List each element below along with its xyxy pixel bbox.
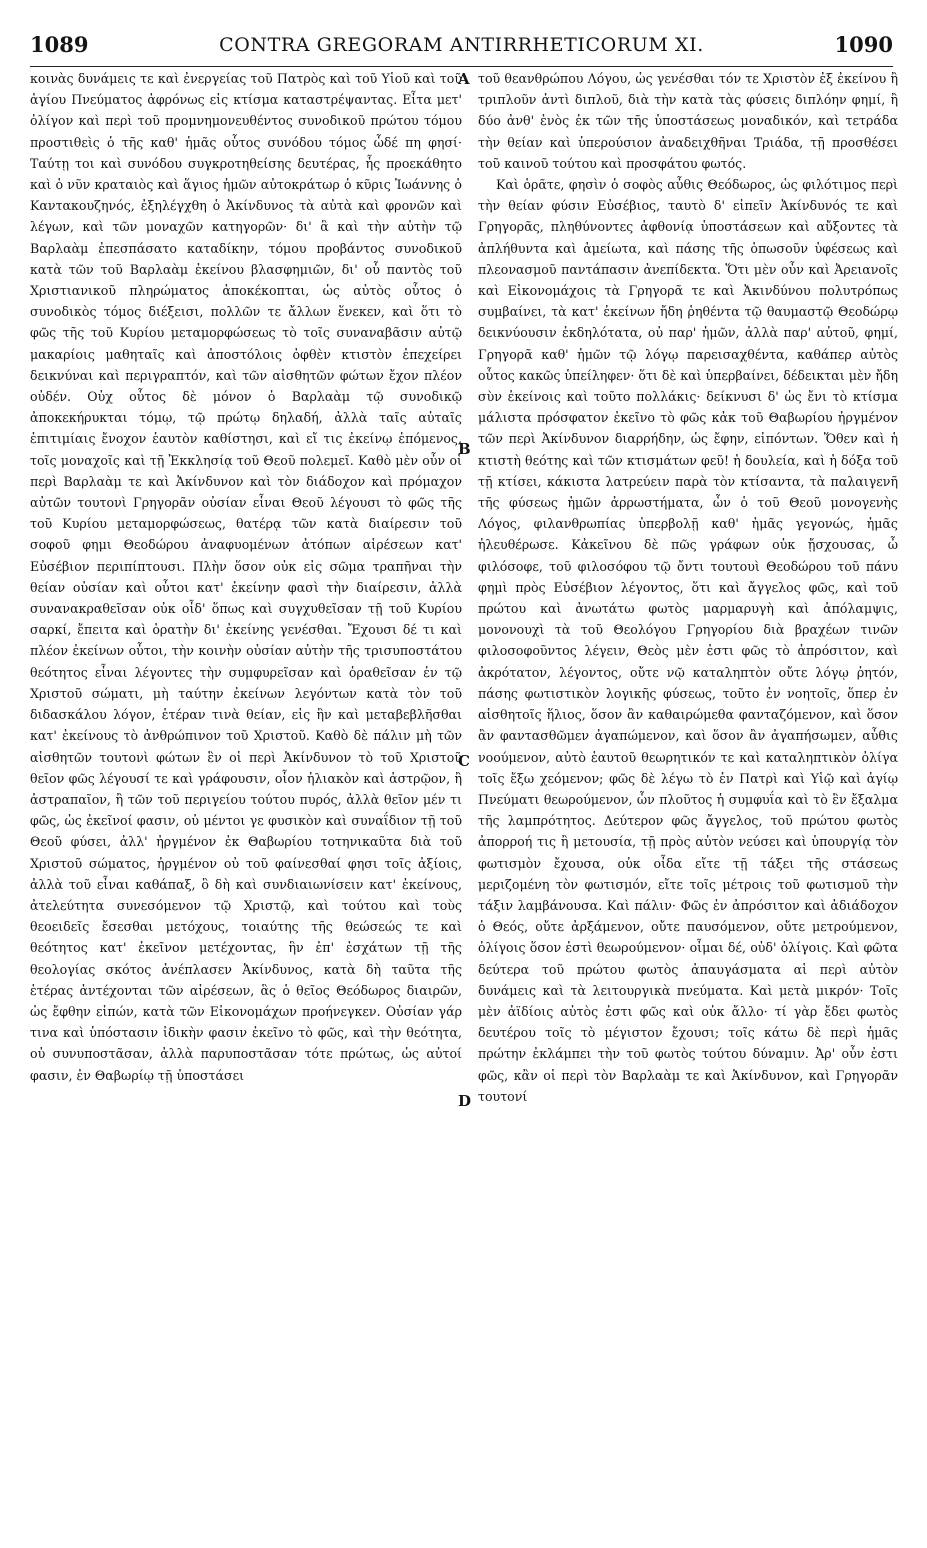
section-marker-a: A: [458, 70, 470, 88]
paragraph: κοινὰς δυνάμεις τε καὶ ἐνεργείας τοῦ Πατρὸς καὶ τοῦ Υἱοῦ καὶ τοῦ ἁγίου Πνεύματος ἀφρόνως εἰς κτίσμα καταστρέψαντας. Εἶτα μετ' ὀλίγον καὶ περὶ τοῦ προμνημονευθέντος συνοδικοῦ πρώτου τόμου προστιθεὶς ὁ τῆς καθ' ἡμᾶς οὗτος συνόδου τόμος ὧδέ πη φησί· Ταύτῃ τοι καὶ συνόδου συγκροτηθείσης δευτέρας, ἧς προεκάθητο καὶ ὁ νῦν κραταιὸς καὶ ἅγιος ἡμῶν αὐτοκράτωρ ὁ κῦρις Ἰωάννης ὁ Καντακουζηνός, ἐξηλέγχθη ὁ Ἀκίνδυνος τὰ αὐτὰ καὶ φρονῶν καὶ λέγων, καὶ τῶν μοναχῶν κατηγορῶν· δι' ἃ καὶ τὴν αὐτὴν τῷ Βαρλαὰμ ἐπεσπάσατο καταδίκην, τόμου προβάντος συνοδικοῦ κατὰ τῶν τοῦ Βαρλαὰμ ἐκείνου βλασφημιῶν, δι' οὗ παντὸς τοῦ Χριστιανικοῦ πληρώματος ἀποκέκοπται, ὡς αὐτὸς οὗτος ὁ συνοδικὸς τόμος διέξεισι, πολλῶν τε ἄλλων ἕνεκεν, καὶ ὅτι τὸ φῶς τῆς τοῦ Κυρίου μεταμορφώσεως τὸ τοῖς συναναβᾶσιν αὐτῷ μακαρίοις μαθηταῖς καὶ ἀποστόλοις ὀφθὲν κτιστὸν ἐπεχείρει δεικνύναι καὶ περιγραπτόν, καὶ τῶν αἰσθητῶν φώτων ἔχον πλέον οὐδέν. Οὐχ οὗτος δὲ μόνον ὁ Βαρλαὰμ τῷ συνοδικῷ ἀποκεκήρυκται τόμῳ, τῷ πρώτῳ δηλαδή, ἀλλὰ ταῖς αὐταῖς ἐπιτιμίαις ἔνοχον ἑαυτὸν καθίστησι, καὶ εἴ τις ἐκείνῳ ἑπόμενος, τοῖς μοναχοῖς καὶ τῇ Ἐκκλησίᾳ τοῦ Θεοῦ πολεμεῖ. Καθὸ μὲν οὖν οἱ περὶ Βαρλαὰμ τε καὶ Ἀκίνδυνον καὶ τὸν διάδοχον καὶ πρόμαχον αὐτῶν τουτονὶ Γρηγορᾶν οὐσίαν εἶναι Θεοῦ λέγουσι τὸ φῶς τῆς τοῦ Κυρίου μεταμορφώσεως, θατέρᾳ τῶν κατὰ διαίρεσιν τοῦ σοφοῦ φημι Θεοδώρου ἀναφυομένων ἀτόπων αἱρέσεων κατ' Εὐσέβιον περιπίπτουσι. Πλὴν ὅσον οὐκ εἰς σῶμα τραπῆναι τὴν θείαν οὐσίαν καὶ οὗτοι κατ' ἐκείνην φασὶ τὴν διαίρεσιν, ἀλλὰ συνανακραθεῖσαν οὐκ οἶδ' ὅπως καὶ συγχυθεῖσαν τῇ τοῦ Κυρίου σαρκί, ἔπειτα καὶ ὁρατὴν δι' ἐκείνης γενέσθαι. Ἔχουσι δέ τι καὶ πλέον ἐκείνων οὗτοι, τὴν κοινὴν οὐσίαν αὐτὴν τῆς τρισυποστάτου θεότητος εἶναι λέγοντες τὴν συμφυρεῖσαν καὶ ὁραθεῖσαν ἐν τῷ Χριστοῦ σώματι, μὴ ταύτην ἐκείνων λεγόντων κατὰ τὸν τοῦ διδασκάλου λόγον, ἑτέραν τινὰ θείαν, εἰς ἣν καὶ μεταβεβλῆσθαι κατ' ἐκείνους τὸ ἀνθρώπινον τοῦ Χριστοῦ. Καθὸ δὲ πάλιν μὴ τῶν αἰσθητῶν τουτονὶ φώτων ἓν οἱ περὶ Ἀκίνδυνον τὸ τοῦ Χριστοῦ θεῖον φῶς λέγουσί τε καὶ γράφουσιν, οἷον ἡλιακὸν καὶ ἀστρῷον, ἢ ἀστραπαῖον, ἢ τῶν τοῦ περιγείου τούτου πυρός, ἀλλὰ θεῖον μέν τι φῶς, ὡς ἐκεῖνοί φασιν, οὐ μέντοι γε φυσικὸν καὶ συναΐδιον τῇ τοῦ Θεοῦ φύσει, ἀλλ' ἠργμένον ἐκ Θαβωρίου τοτηνικαῦτα διὰ τοῦ Χριστοῦ σώματος, ἠργμένον οὐ τοῦ φαίνεσθαί φησι τοῖς ἀξίοις, ἀλλὰ τοῦ εἶναι καθάπαξ, ὃ δὴ καὶ συνδιαιωνίσειν κατ' ἐκείνους, ἀτελεύτητα συνεσόμενον τῷ Χριστῷ, καὶ τούτου καὶ τοὺς θεοειδεῖς ἔσεσθαι μετόχους, τοιαύτης τῆς θεώσεώς τε καὶ θεότητος κατ' ἐκεῖνον μετέχοντας, ἣν ἐπ' ἐσχάτων τῇ τῆς θεολογίας σκότος ἀνέπλασεν Ἀκίνδυνος, κατὰ δὴ ταῦτα τῆς ἑτέρας ἀντέχονται τῶν αἱρέσεων, ἃς ὁ θεῖος Θεόδωρος διαιρῶν, ὡς ἔφθην εἰπών, κατὰ τῶν Εἰκονομάχων προήνεγκεν. Οὐσίαν γάρ τινα καὶ ὑπόστασιν ἰδικὴν φασιν ἐκεῖνο τὸ φῶς, καὶ τὴν θεότητα, οὐ συνυποστᾶσαν, ἀλλὰ παρυποστᾶσαν τότε πρώτως, ὡς αὐτοί φασιν, ἐν Θαβωρίῳ τῇ ὑποστάσει: [30, 71, 462, 1083]
left-column: [30, 68, 462, 1528]
section-marker-d: D: [458, 1092, 472, 1110]
page-number-right: 1090: [834, 32, 893, 57]
running-head: [30, 32, 893, 67]
section-marker-b: B: [458, 440, 471, 458]
page-number-left: 1089: [30, 32, 89, 57]
running-title: CONTRA GREGORAM ANTIRRHETICORUM XI.: [219, 34, 704, 56]
paragraph: Καὶ ὁρᾶτε, φησὶν ὁ σοφὸς αὖθις Θεόδωρος, ὡς φιλότιμος περὶ τὴν θείαν φύσιν Εὐσέβιος, ταυτὸ δ' εἰπεῖν Ἀκίνδυνός τε καὶ Γρηγορᾶς, πληθύνοντες ἀφθονίᾳ ὑποστάσεων καὶ αὔξοντες τὰ ἀπλήθυντα καὶ ἀμείωτα, καὶ πάσης τῆς ὁπωσοῦν ὑφέσεως καὶ πλεονασμοῦ παντάπασιν ἀνεπίδεκτα. Ὅτι μὲν οὖν καὶ Ἀρειανοῖς καὶ Εἰκονομάχοις τὰ Γρηγορᾶ τε καὶ Ἀκινδύνου πολυτρόπως συμβαίνει, τὰ κατ' ἐκείνων ἤδη ῥηθέντα τῷ θαυμαστῷ Θεοδώρῳ δεικνύουσιν ἐκδηλότατα, οὐ παρ' ἡμῶν, ἀλλὰ παρ' αὐτοῦ, φημί, Γρηγορᾶ καθ' ἡμῶν τῷ λόγῳ παρεισαχθέντα, καθάπερ αὐτὸς οὗτος κακῶς ὑπείληφεν· ὅτι δὲ καὶ ὑπερβαίνει, δέδεικται μὲν ἤδη σὺν ἐκείνοις καὶ τοῦτο πολλάκις· δείκνυσι δ' ὡς ἔνι τὸ κτίσμα μάλιστα πρόσφατον ἐκεῖνο τὸ φῶς κἀκ τοῦ Θαβωρίου ἠργμένον τῶν περὶ Ἀκίνδυνον διαρρήδην, ὡς ἔφην, εἰπόντων. Ὅθεν καὶ ἡ κτιστὴ θεότης καὶ τῶν κτισμάτων φεῦ! ἡ δουλεία, καὶ ἡ δόξα τοῦ τῇ κτίσει, κάκιστα λατρεύειν παρὰ τὸν κτίσαντα, τὰ παλαιγενῆ τῆς φύσεως ἡμῶν ἀρρωστήματα, ὧν ὁ τοῦ Θεοῦ μονογενὴς Λόγος, φιλανθρωπίας ὑπερβολῇ καθ' ἡμᾶς γεγονώς, ἡμᾶς ἠλευθέρωσε. Κἀκεῖνου δὲ πῶς γράφων οὐκ ᾔσχουσας, ὦ φιλόσοφε, τοῦ φιλοσόφου τῷ ὄντι τουτουὶ Θεοδώρου τοῦ πάνυ φημὶ πρὸς Εὐσέβιον λέγοντος, ὅτι καὶ ἄγγελος φῶς, καὶ τοῦ πρώτου καὶ ἀνωτάτω φωτὸς μαρμαρυγὴ καὶ ἀπόλαμψις, μονονουχὶ τὰ τοῦ Θεολόγου Γρηγορίου διὰ βραχέων τινῶν φιλοσοφοῦντος λέγειν, Θεὸς μὲν ἐστι φῶς τὸ ἀπρόσιτον, καὶ ἀκρότατον, λέγοντος, οὔτε νῷ καταληπτὸν οὔτε λόγῳ ῥητόν, πάσης φωτιστικὸν λογικῆς φύσεως, τοῦτο ἐν νοητοῖς, ὅπερ ἐν αἰσθητοῖς ἥλιος, ὅσον ἂν καθαιρώμεθα φανταζόμενον, καὶ ὅσον ἂν φαντασθῶμεν ἀγαπώμενον, καὶ ὅσον ἂν ἀγαπήσωμεν, αὖθις νοούμενον, αὐτὸ ἑαυτοῦ θεωρητικόν τε καὶ καταληπτικὸν ὀλίγα τοῖς ἔξω χεόμενον; φῶς δὲ λέγω τὸ ἐν Πατρὶ καὶ Υἱῷ καὶ ἁγίῳ Πνεύματι θεωρούμενον, ὧν πλοῦτος ἡ συμφυΐα καὶ τὸ ἓν ἔξαλμα τῆς λαμπρότητος. Δεύτερον φῶς ἄγγελος, τοῦ πρώτου φωτὸς ἀπορροή τις ἢ μετουσία, τῇ πρὸς αὐτὸν νεύσει καὶ ὑπουργίᾳ τὸν φωτισμὸν ἔχουσα, οὐκ οἶδα εἴτε τῇ τάξει τῆς στάσεως μεριζομένη τὸν φωτισμόν, εἴτε τοῖς μέτροις τοῦ φωτισμοῦ τὴν τάξιν λαμβάνουσα. Καὶ πάλιν· Φῶς ἐν ἀπρόσιτον καὶ ἀδιάδοχον ὁ Θεός, οὔτε ἀρξάμενον, οὔτε παυσόμενον, οὔτε μετρούμενον, ὀλίγοις ὅσον ἐστὶ θεωρούμενον· οἶμαι δέ, οὐδ' ὀλίγοις. Καὶ φῶτα δεύτερα τοῦ πρώτου φωτὸς ἀπαυγάσματα αἱ περὶ αὐτὸν δυνάμεις καὶ τὰ λειτουργικὰ πνεύματα. Καὶ μετὰ μικρόν· Τοῖς μὲν ἀϊδίοις αὐτὸς ἐστι φῶς καὶ οὐκ ἄλλο· τί γὰρ ἔδει φωτὸς δευτέρου τοῖς τὸ μέγιστον ἔχουσι; τοῖς κάτω δὲ περὶ ἡμᾶς πρώτην ἐκλάμπει τὴν τοῦ φωτὸς τούτου δύναμιν. Ἀρ' οὖν ἐστι φῶς, κἂν οἱ περὶ τὸν Βαρλαὰμ τε καὶ Ἀκίνδυνον, καὶ Γρηγορᾶν τουτονί: [478, 177, 898, 1104]
paragraph: τοῦ θεανθρώπου Λόγου, ὡς γενέσθαι τόν τε Χριστὸν ἐξ ἐκείνου ἢ τριπλοῦν ἀντὶ διπλοῦ, διὰ τὴν κατὰ τὰς φύσεις διπλόην φημί, ἢ δύο ἀνθ' ἑνὸς ἐκ τῶν τῆς ὑποστάσεως μοναδικόν, καὶ τετράδα τὴν θείαν καὶ ὑπερούσιον ἀναδειχθῆναι Τριάδα, τῇ προσθέσει τοῦ καινοῦ τούτου καὶ προσφάτου φωτός.: [478, 71, 898, 171]
section-marker-c: C: [458, 752, 470, 770]
right-column: [478, 68, 898, 1528]
